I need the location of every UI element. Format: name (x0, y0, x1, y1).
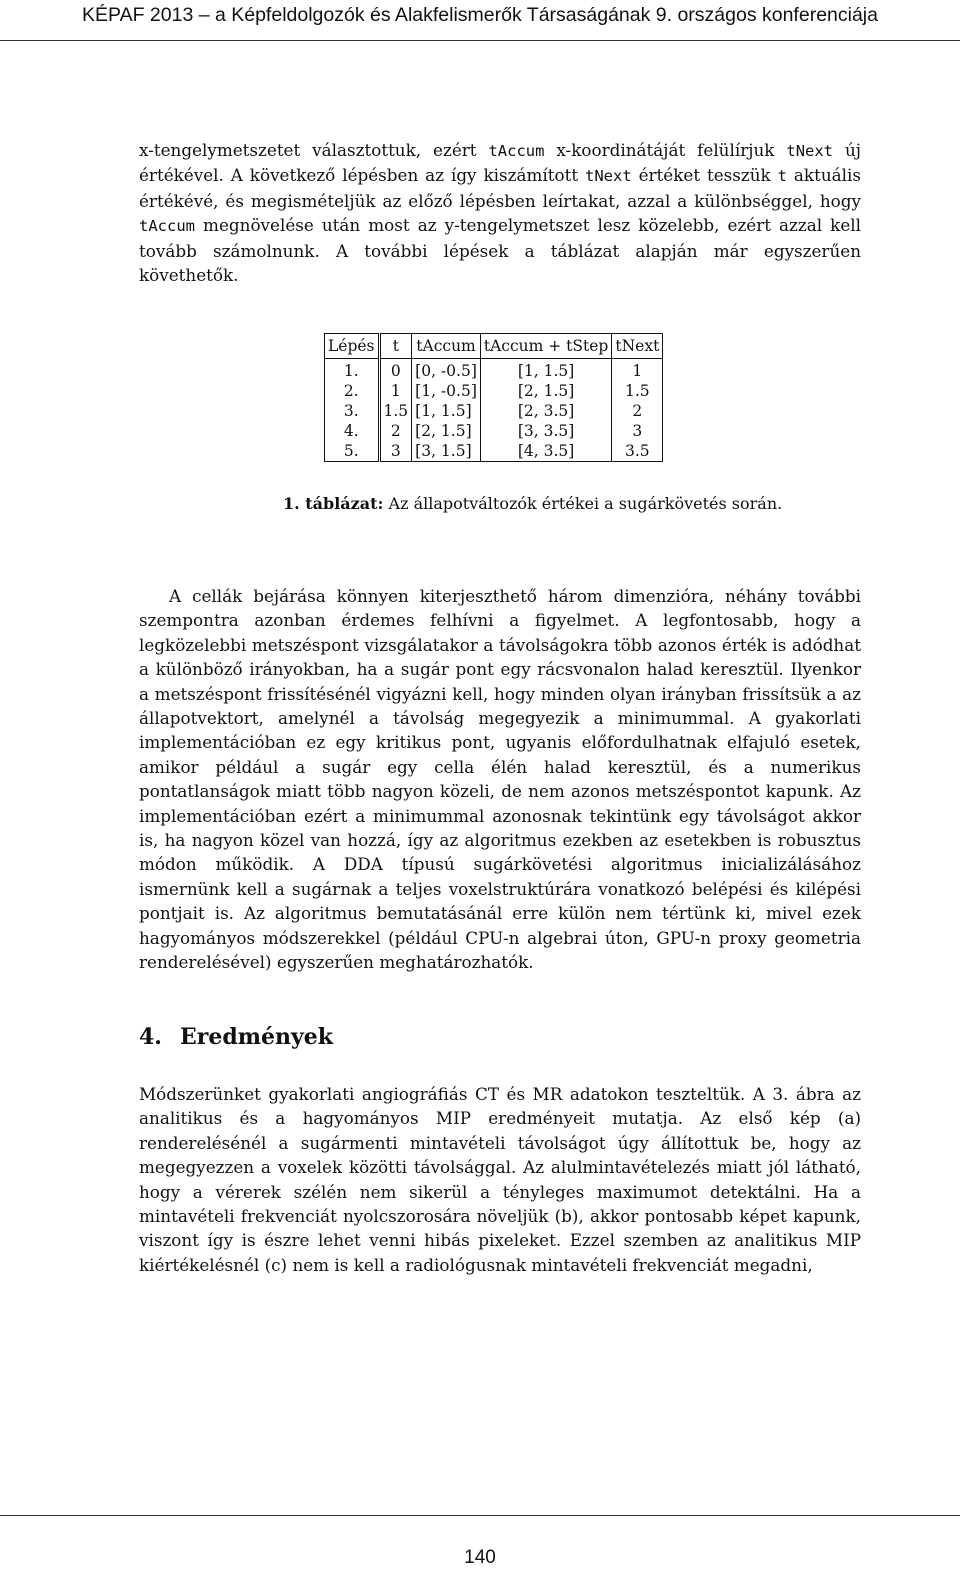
cell-t: 0 (379, 359, 412, 382)
intro-text-5: aktuális értékévé, és megismételjük az előző lépésben leírtakat, azzal a különbséggel, hogy (139, 165, 861, 211)
cell-taccum: [0, -0.5] (412, 359, 481, 382)
header-taccum: tAccum (412, 334, 481, 359)
table-row (325, 421, 663, 441)
table-row (325, 401, 663, 421)
table-row (325, 441, 663, 462)
intro-code-3: tNext (585, 167, 632, 186)
intro-code-2: tNext (786, 142, 834, 160)
header-step: Lépés (325, 334, 380, 359)
table-caption-label: 1. táblázat: (283, 494, 384, 513)
section-heading (139, 1024, 333, 1050)
cell-taccum-tstep: [1, 1.5] (480, 359, 611, 382)
section-number: 4. (139, 1024, 162, 1050)
cell-tnext: 3.5 (612, 441, 663, 462)
intro-code-4: t (777, 167, 787, 186)
page-number: 140 (464, 1547, 496, 1568)
intro-text-1: x-tengelymetszetet választottuk, ezért (139, 140, 489, 160)
body-paragraph-2 (139, 584, 861, 975)
intro-text-2: x-koordinátáját felülírjuk (544, 140, 787, 160)
cell-tnext: 1.5 (612, 381, 663, 401)
cell-taccum-tstep: [2, 3.5] (480, 401, 611, 421)
state-table-container (324, 333, 663, 462)
intro-code-5: tAccum (139, 217, 195, 236)
intro-paragraph (139, 138, 861, 287)
table-caption-text: Az állapotváltozók értékei a sugárkövetés során. (383, 494, 783, 513)
table-row (325, 381, 663, 401)
cell-t: 1.5 (379, 401, 412, 421)
conference-header: KÉPAF 2013 – a Képfeldolgozók és Alakfelismerők Társaságának 9. országos konferenciája (82, 4, 878, 26)
cell-step: 1. (325, 359, 380, 382)
table-row (325, 359, 663, 382)
header-taccum-tstep: tAccum + tStep (480, 334, 611, 359)
cell-taccum: [2, 1.5] (412, 421, 481, 441)
cell-step: 2. (325, 381, 380, 401)
cell-tnext: 3 (612, 421, 663, 441)
cell-step: 3. (325, 401, 380, 421)
cell-tnext: 1 (612, 359, 663, 382)
body-paragraph-3 (139, 1082, 861, 1277)
intro-text-3: új értékével. A következő lépésben az így kiszámított (139, 140, 861, 186)
cell-step: 5. (325, 441, 380, 462)
cell-taccum: [1, -0.5] (412, 381, 481, 401)
paragraph-text: Módszerünket gyakorlati angiográfiás CT és MR adatokon teszteltük. A 3. ábra az analitikus és a hagyományos MIP eredményeit mutatja. Az első kép (a) renderelésénél a sugármenti mintavételi távolságot úgy állítottuk be, hogy az megegyezzen a voxelek közötti távolsággal. Az alulmintavételezés miatt jól látható, hogy a vérerek szélén nem sikerül a tényleges maximumot detektálni. Ha a mintavételi frekvenciát nyolcszorosára növeljük (b), akkor pontosabb képet kapunk, viszont így is észre lehet venni hibás pixeleket. Ezzel szemben az analitikus MIP kiértékelésnél (c) nem is kell a radiológusnak mintavételi frekvenciát megadni, (139, 1084, 861, 1275)
intro-text-6: megnövelése után most az y-tengelymetszet lesz közelebb, ezért azzal kell tovább számolnunk. A további lépések a táblázat alapján már egyszerűen követhetők. (139, 215, 861, 286)
cell-taccum-tstep: [2, 1.5] (480, 381, 611, 401)
cell-taccum-tstep: [3, 3.5] (480, 421, 611, 441)
intro-code-1: tAccum (488, 142, 545, 160)
cell-tnext: 2 (612, 401, 663, 421)
cell-t: 2 (379, 421, 412, 441)
paragraph-text: A cellák bejárása könnyen kiterjeszthető három dimenzióra, néhány további szempontra azonban érdemes felhívni a figyelmet. A legfontosabb, hogy a legközelebbi metszéspont vizsgálatakor a távolságokra több azonos érték is adódhat a különböző irányokban, ha a sugár pont egy rácsvonalon halad keresztül. Ilyenkor a metszéspont frissítésénél vigyázni kell, hogy minden olyan irányban frissítsük a az állapotvektort, amelynél a távolság megegyezik a minimummal. A gyakorlati implementációban ez egy kritikus pont, ugyanis előfordulhatnak elfajuló esetek, amikor például a sugár egy cella élén halad keresztül, és a numerikus pontatlanságok miatt több nagyon közeli, de nem azonos metszéspontot kapunk. Az implementációban ezért a minimummal azonosnak tekintünk egy távolságot akkor is, ha nagyon közel van hozzá, így az algoritmus ezekben az esetekben is robusztus módon működik. A DDA típusú sugárkövetési algoritmus inicializálásához ismernünk kell a sugárnak a teljes voxelstruktúrára vonatkozó belépési és kilépési pontjait is. Az algoritmus bemutatásánál erre külön nem tértünk ki, mivel ezek hagyományos módszerekkel (például CPU-n algebrai úton, GPU-n proxy geometria renderelésével) egyszerűen meghatározhatók. (139, 586, 861, 973)
cell-taccum-tstep: [4, 3.5] (480, 441, 611, 462)
cell-taccum: [1, 1.5] (412, 401, 481, 421)
header-tnext: tNext (612, 334, 663, 359)
section-title: Eredmények (179, 1024, 334, 1050)
header-t: t (379, 334, 412, 359)
cell-t: 1 (379, 381, 412, 401)
cell-t: 3 (379, 441, 412, 462)
intro-text-4: értéket tesszük (631, 165, 778, 186)
header-rule (0, 40, 960, 41)
cell-step: 4. (325, 421, 380, 441)
state-table (324, 333, 663, 462)
footer-rule (0, 1515, 960, 1516)
cell-taccum: [3, 1.5] (412, 441, 481, 462)
table-caption (283, 494, 782, 513)
